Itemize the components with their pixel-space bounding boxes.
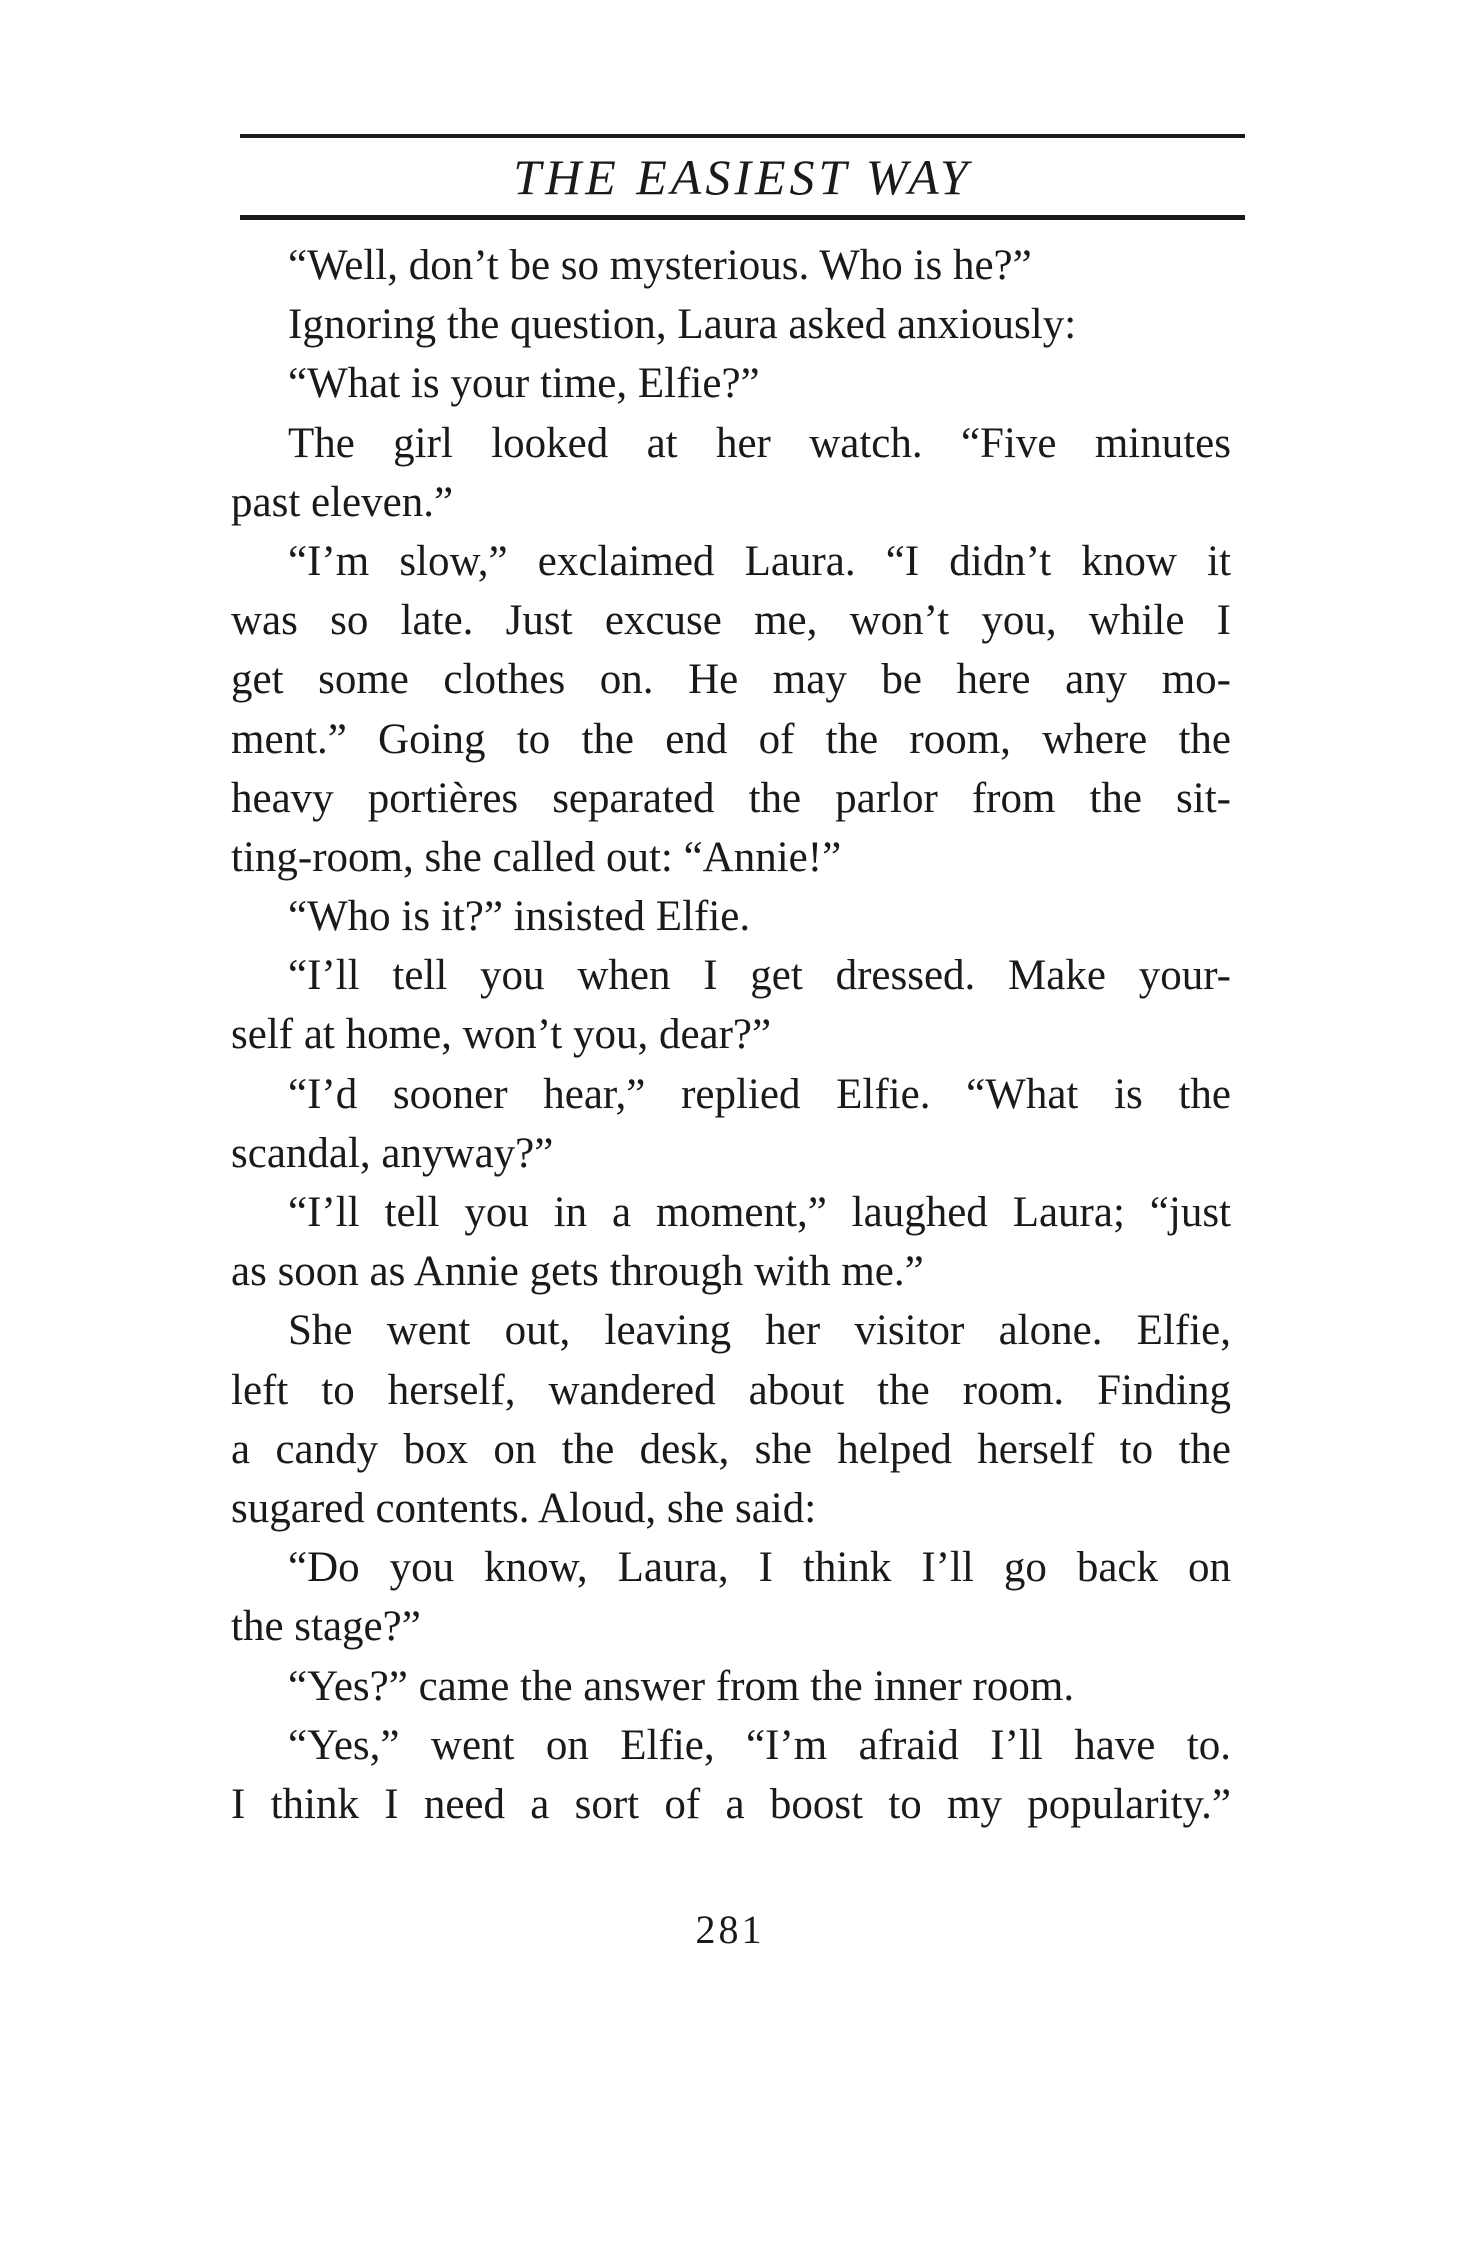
text-line: “What is your time, Elfie?” — [288, 360, 760, 408]
text-line: I think I need a sort of a boost to my popularity.” — [231, 1780, 1231, 1828]
text-line: “Do you know, Laura, I think I’ll go back on — [288, 1544, 1231, 1592]
text-line: “Who is it?” insisted Elfie. — [288, 893, 751, 941]
text-line: was so late. Just excuse me, won’t you, while I — [231, 597, 1231, 645]
text-line: past eleven.” — [231, 478, 454, 526]
text-line: self at home, won’t you, dear?” — [231, 1011, 772, 1059]
text-line: “I’d sooner hear,” replied Elfie. “What is the — [288, 1070, 1231, 1118]
text-line: left to herself, wandered about the room. Finding — [231, 1366, 1231, 1414]
text-line: heavy portières separated the parlor from the sit- — [231, 774, 1231, 822]
page-number: 281 — [695, 1907, 765, 1952]
text-line: sugared contents. Aloud, she said: — [231, 1484, 817, 1532]
text-line: “I’ll tell you when I get dressed. Make your- — [288, 952, 1231, 1000]
header-rule-top — [240, 134, 1245, 138]
body-text — [231, 236, 1231, 1834]
text-line: She went out, leaving her visitor alone. Elfie, — [288, 1307, 1231, 1355]
text-line: the stage?” — [231, 1603, 421, 1651]
text-line: Ignoring the question, Laura asked anxiously: — [288, 301, 1077, 349]
text-line: ment.” Going to the end of the room, where the — [231, 715, 1231, 763]
text-line: “I’m slow,” exclaimed Laura. “I didn’t know it — [288, 537, 1231, 585]
text-line: “Yes,” went on Elfie, “I’m afraid I’ll have to. — [288, 1721, 1231, 1769]
text-line: “Yes?” came the answer from the inner room. — [288, 1662, 1075, 1710]
text-line: a candy box on the desk, she helped herself to the — [231, 1425, 1231, 1473]
header-rule-bottom — [240, 215, 1245, 220]
text-line: get some clothes on. He may be here any mo- — [231, 656, 1231, 704]
text-line: “I’ll tell you in a moment,” laughed Laura; “just — [288, 1189, 1231, 1236]
text-line: scandal, anyway?” — [231, 1129, 554, 1177]
text-line: “Well, don’t be so mysterious. Who is he?” — [288, 242, 1032, 289]
text-line: ting-room, she called out: “Annie!” — [231, 833, 842, 881]
text-line: as soon as Annie gets through with me.” — [231, 1248, 924, 1296]
running-title: THE EASIEST WAY — [513, 149, 972, 205]
text-line: The girl looked at her watch. “Five minutes — [288, 419, 1231, 467]
